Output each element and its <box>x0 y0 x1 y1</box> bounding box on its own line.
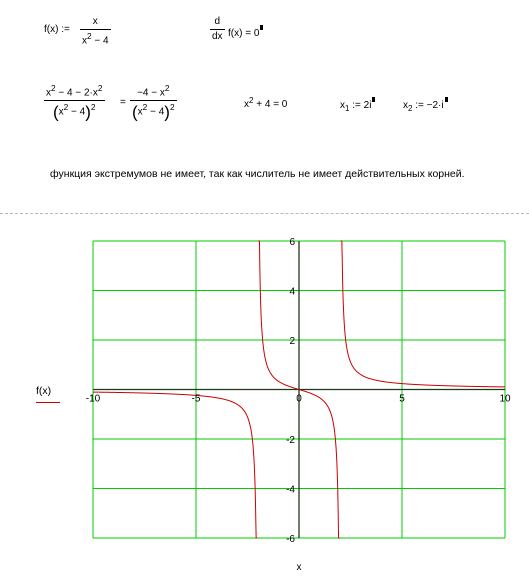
legend-label: f(x) <box>36 385 52 397</box>
curve-branch-3 <box>341 241 505 387</box>
derivative-operator[interactable]: d dx <box>212 16 223 42</box>
y-tick-label: 4 <box>289 286 295 298</box>
x-tick-label: 0 <box>296 393 302 405</box>
fraction-bar <box>80 29 111 30</box>
x-tick-label: 10 <box>499 393 511 405</box>
y-tick-label: 2 <box>289 336 295 347</box>
simplification-left-fraction[interactable]: $x^2 - 4 - 2\cdot x^2$ $(x^2 - 4)^2$ <box>46 83 103 122</box>
page-break-divider <box>0 213 529 214</box>
definition-fraction[interactable] <box>80 17 111 46</box>
x-tick-label: -5 <box>191 393 201 405</box>
y-tick-label: 6 <box>289 237 295 248</box>
conclusion-text[interactable]: функция экстремумов не имеет, так как числитель не имеет действительных корней. <box>50 168 465 180</box>
derivative-expression[interactable]: f(x) = 0 <box>228 25 263 39</box>
definition-lhs[interactable]: f(x) := <box>44 24 70 35</box>
y-tick-label: -6 <box>286 534 295 545</box>
x-tick-label: 5 <box>399 393 405 405</box>
y-tick-label: -4 <box>286 484 295 496</box>
definition-denominator: $x^2 - 4$ <box>82 31 109 47</box>
equation[interactable]: $x^2 + 4 = 0$ <box>244 96 288 110</box>
root-x2[interactable]: $x_2$ := −2·i <box>403 97 448 113</box>
equals-sign: = <box>120 97 126 108</box>
cursor-marker <box>260 25 263 30</box>
function-plot[interactable] <box>0 225 529 582</box>
root-x1[interactable]: $x_1$ := 2i <box>340 97 375 113</box>
definition-numerator: x <box>92 16 98 27</box>
x-tick-label: -10 <box>85 393 101 405</box>
y-tick-label: -2 <box>286 435 295 446</box>
x-axis-label: x <box>296 562 302 573</box>
simplification-right-fraction[interactable]: $-4 - x^2$ $(x^2 - 4)^2$ <box>132 83 175 122</box>
curve-branch-1 <box>93 392 257 538</box>
